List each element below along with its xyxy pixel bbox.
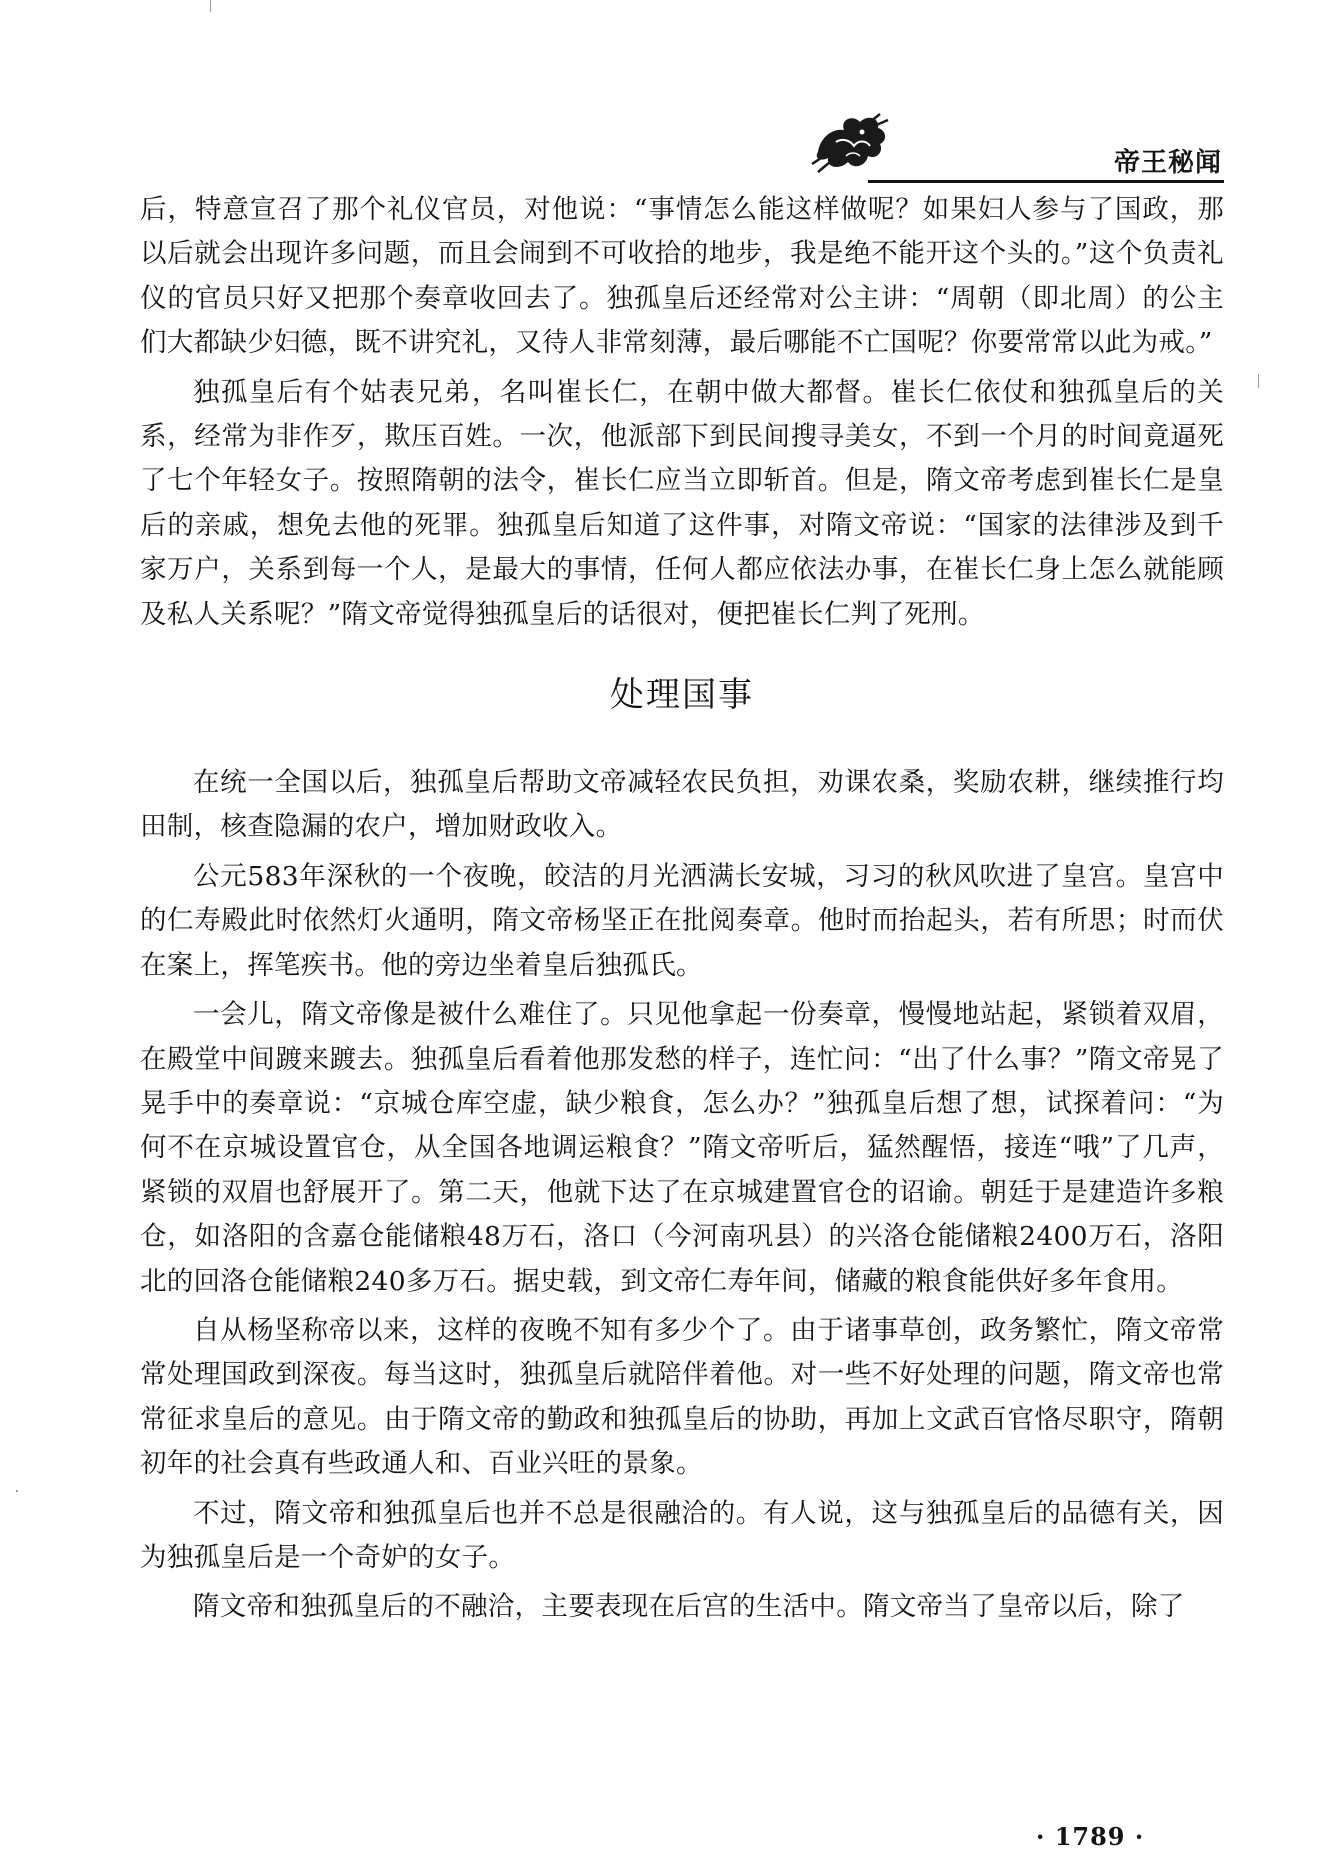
scan-mark-left xyxy=(16,1490,18,1492)
running-title: 帝王秘闻 xyxy=(1113,148,1222,178)
page-header xyxy=(810,112,1224,182)
section-heading: 处理国事 xyxy=(610,675,754,716)
page-number: · 1789 · xyxy=(1036,1822,1145,1851)
paragraph: 一会儿，隋文帝像是被什么难住了。只见他拿起一份奏章，慢慢地站起，紧锁着双眉，在殿堂中间踱来踱去。独孤皇后看着他那发愁的样子，连忙问：“出了什么事？”隋文帝晃了晃手中的奏章说：“京城仓库空虚，缺少粮食，怎么办？”独孤皇后想了想，试探着问：“为何不在京城设置官仓，从全国各地调运粮食？”隋文帝听后，猛然醒悟，接连“哦”了几声，紧锁的双眉也舒展开了。第二天，他就下达了在京城建置官仓的诏谕。朝廷于是建造许多粮仓，如洛阳的含嘉仓能储粮48万石，洛口（今河南巩县）的兴洛仓能储粮2400万石，洛阳北的回洛仓能储粮240多万石。据史载，到文帝仁寿年间，储藏的粮食能供好多年食用。 xyxy=(140,999,1224,1297)
paragraph: 在统一全国以后，独孤皇后帮助文帝减轻农民负担，劝课农桑，奖励农耕，继续推行均田制，核查隐漏的农户，增加财政收入。 xyxy=(140,767,1224,843)
header-rule xyxy=(868,180,1224,183)
article-body xyxy=(140,188,1224,1630)
paragraph: 自从杨坚称帝以来，这样的夜晚不知有多少个了。由于诸事草创，政务繁忙，隋文帝常常处理国政到深夜。每当这时，独孤皇后就陪伴着他。对一些不好处理的问题，隋文帝也常常征求皇后的意见。由于隋文帝的勤政和独孤皇后的协助，再加上文武百官恪尽职守，隋朝初年的社会真有些政通人和、百业兴旺的景象。 xyxy=(140,1314,1224,1480)
dragon-emblem-icon xyxy=(810,112,892,176)
paragraph: 公元583年深秋的一个夜晚，皎洁的月光洒满长安城，习习的秋风吹进了皇宫。皇宫中的仁寿殿此时依然灯火通明，隋文帝杨坚正在批阅奏章。他时而抬起头，若有所思；时而伏在案上，挥笔疾书。他的旁边坐着皇后独孤氏。 xyxy=(140,860,1224,981)
scan-mark-right xyxy=(1258,374,1259,388)
paragraph: 隋文帝和独孤皇后的不融洽，主要表现在后宫的生活中。隋文帝当了皇帝以后，除了 xyxy=(193,1591,1185,1623)
paragraph: 后，特意宣召了那个礼仪官员，对他说：“事情怎么能这样做呢？如果妇人参与了国政，那以后就会出现许多问题，而且会闹到不可收拾的地步，我是绝不能开这个头的。”这个负责礼仪的官员只好又把那个奏章收回去了。独孤皇后还经常对公主讲：“周朝（即北周）的公主们大都缺少妇德，既不讲究礼，又待人非常刻薄，最后哪能不亡国呢？你要常常以此为戒。” xyxy=(140,194,1224,359)
paragraph: 独孤皇后有个姑表兄弟，名叫崔长仁，在朝中做大都督。崔长仁依仗和独孤皇后的关系，经常为非作歹，欺压百姓。一次，他派部下到民间搜寻美女，不到一个月的时间竟逼死了七个年轻女子。按照隋朝的法令，崔长仁应当立即斩首。但是，隋文帝考虑到崔长仁是皇后的亲戚，想免去他的死罪。独孤皇后知道了这件事，对隋文帝说：“国家的法律涉及到千家万户，关系到每一个人，是最大的事情，任何人都应依法办事，在崔长仁身上怎么就能顾及私人关系呢？”隋文帝觉得独孤皇后的话很对，便把崔长仁判了死刑。 xyxy=(140,376,1224,630)
scan-mark-top xyxy=(210,0,211,12)
paragraph: 不过，隋文帝和独孤皇后也并不总是很融洽的。有人说，这与独孤皇后的品德有关，因为独孤皇后是一个奇妒的女子。 xyxy=(140,1497,1224,1573)
